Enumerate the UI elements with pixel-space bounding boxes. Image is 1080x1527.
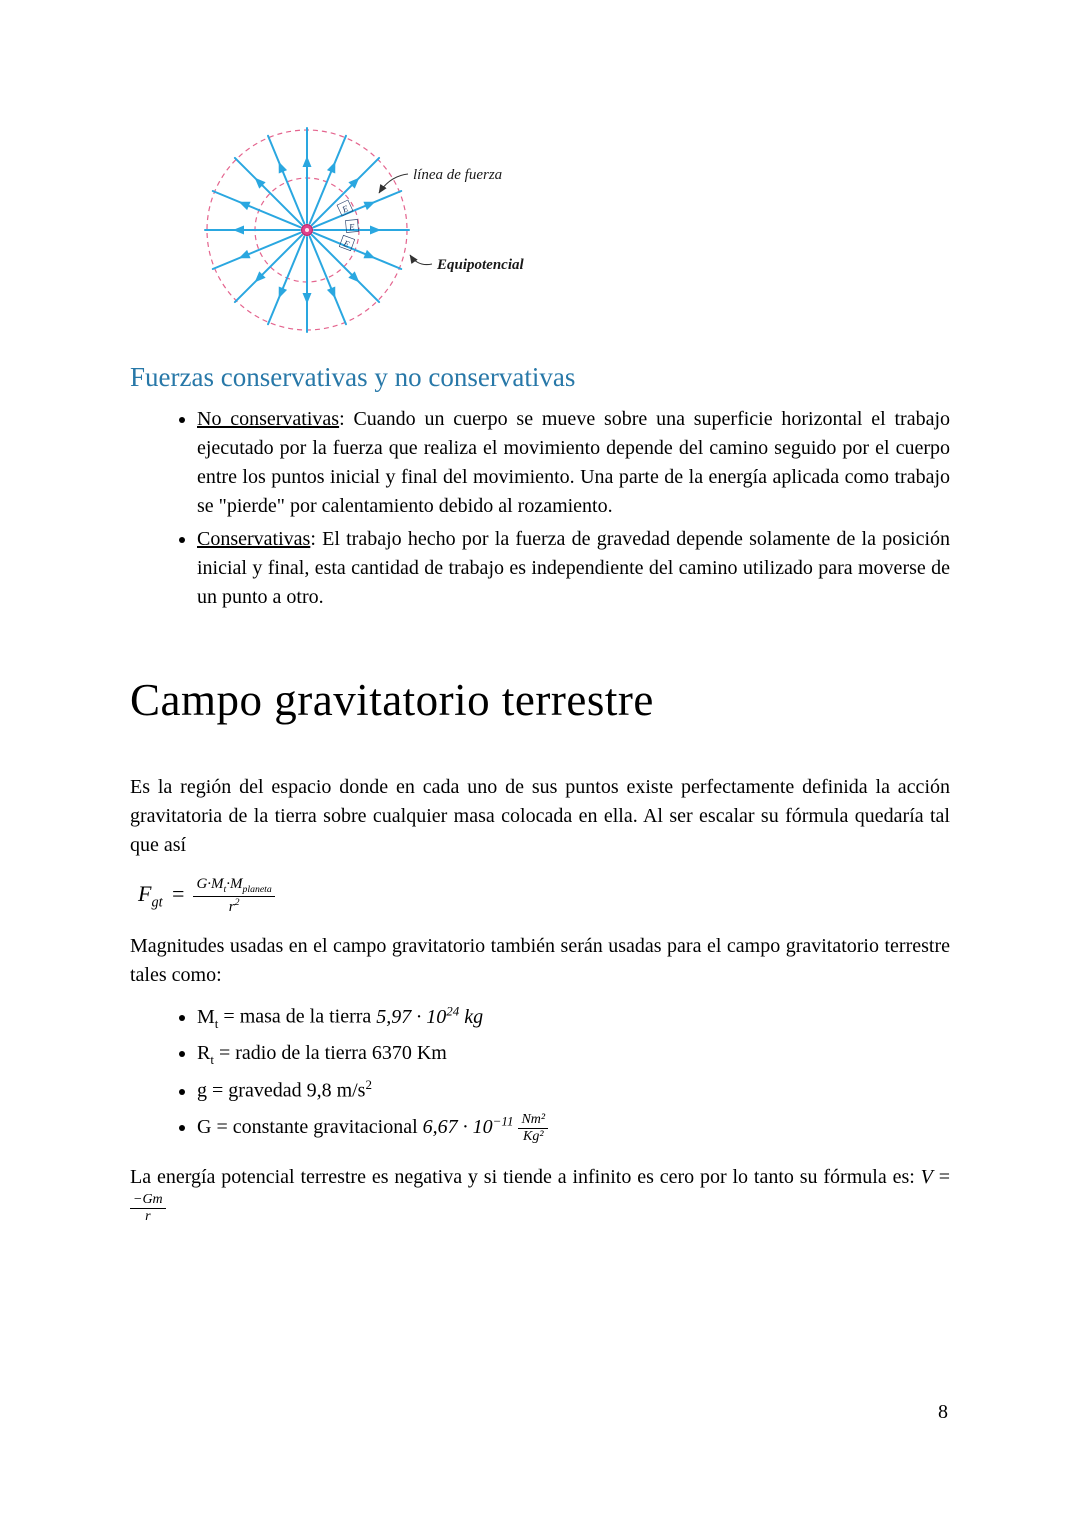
- linea-de-fuerza-arrow: [379, 174, 408, 193]
- fraction-numerator: Nm²: [518, 1112, 548, 1129]
- formula-subscript: t: [223, 884, 227, 896]
- heading-fuerzas-conservativas: Fuerzas conservativas y no conservativas: [130, 362, 576, 392]
- list-item-conservativas: [197, 525, 950, 612]
- point-charge-dot-core: [305, 228, 309, 232]
- constant-units-fraction: [518, 1112, 548, 1145]
- list-item-text: : Cuando un cuerpo se mueve sobre una superficie horizontal el trabajo ejecutado por la fuerza que realiza el movimiento depende del camino seguido por el cuerpo entre los puntos inicial y final del movimiento. Una parte de la energía aplicada como trabajo se "pierde" por calentamiento debido al rozamiento.: [197, 408, 951, 518]
- formula-symbol: R: [197, 1042, 211, 1065]
- formula-subscript: t: [214, 1015, 219, 1031]
- formula-superscript: 2: [365, 1077, 372, 1093]
- magnitude-item-constant: [197, 1112, 950, 1145]
- paragraph-magnitudes-intro: Magnitudes usadas en el campo gravitatorio también serán usadas para el campo gravitatorio terrestre tales como:: [130, 934, 950, 986]
- magnitude-value: [376, 1002, 484, 1028]
- magnitude-text: g = gravedad 9,8 m/s: [197, 1079, 366, 1102]
- formula-symbol: r: [228, 898, 235, 915]
- fraction-numerator: −Gm: [130, 1192, 166, 1209]
- linea-de-fuerza-label: línea de fuerza: [413, 167, 503, 183]
- formula-symbol: M: [197, 1005, 215, 1028]
- formula-unit: kg: [459, 1005, 484, 1028]
- fraction-denominator: [193, 897, 274, 916]
- formula-fgt-fraction: [193, 876, 274, 915]
- magnitude-symbol: [197, 1042, 214, 1068]
- formula-superscript: 2: [234, 896, 240, 908]
- fraction-denominator: Kg²: [523, 1128, 544, 1144]
- equipotencial-arrow: [410, 255, 432, 265]
- formula-subscript: planeta: [242, 884, 272, 896]
- heading-campo-gravitatorio: Campo gravitatorio terrestre: [130, 675, 654, 726]
- formula-v-fraction: [130, 1192, 166, 1225]
- field-lines-svg: [192, 116, 662, 348]
- magnitude-item-radius: [197, 1039, 950, 1070]
- potential-text: La energía potencial terrestre es negativa y si tiende a infinito es cero por lo tanto su fórmula es:: [130, 1166, 921, 1189]
- list-item-text: : El trabajo hecho por la fuerza de gravedad depende solamente de la posición inicial y final, esta cantidad de trabajo es independiente del camino utilizado para moverse de un punto a otro.: [197, 528, 950, 609]
- conservative-forces-list: [130, 405, 950, 612]
- magnitude-text: G = constante gravitacional: [197, 1116, 423, 1139]
- formula-symbol: G·M: [196, 876, 224, 893]
- equipotencial-label: Equipotencial: [437, 257, 524, 273]
- formula-superscript: 24: [446, 1002, 460, 1018]
- field-diagram: [192, 116, 662, 348]
- formula-fgt: [138, 876, 950, 915]
- fraction-numerator: [193, 876, 274, 896]
- page-number: 8: [938, 1401, 948, 1423]
- list-item-lead: Conservativas: [197, 528, 311, 551]
- formula-superscript: −11: [492, 1113, 514, 1129]
- paragraph-potencial: [130, 1163, 950, 1225]
- fraction-denominator: r: [145, 1209, 151, 1225]
- magnitude-item-mass: [197, 1002, 950, 1034]
- magnitude-text: = radio de la tierra 6370 Km: [213, 1042, 447, 1065]
- formula-symbol: 6,67 · 10: [422, 1116, 493, 1139]
- formula-fgt-lhs: [138, 881, 163, 911]
- equals-sign: =: [170, 881, 186, 907]
- magnitude-value: [422, 1113, 514, 1139]
- magnitudes-list: [130, 1002, 950, 1145]
- field-vector-e-label: E: [342, 238, 351, 250]
- formula-v-lhs: V: [920, 1166, 933, 1189]
- field-vector-e-label: E: [348, 221, 356, 233]
- magnitude-symbol: [197, 1005, 219, 1031]
- formula-symbol: F: [138, 881, 152, 907]
- magnitude-item-gravity: [197, 1076, 950, 1106]
- formula-subscript: gt: [151, 894, 163, 911]
- paragraph-intro: Es la región del espacio donde en cada uno de sus puntos existe perfectamente definida la acción gravitatoria de la tierra sobre cualquier masa colocada en ella. Al ser escalar su fórmula quedaría tal que así: [130, 776, 950, 857]
- field-vector-e-label: E: [340, 203, 350, 215]
- formula-symbol: ·M: [226, 876, 243, 893]
- formula-symbol: 5,97 · 10: [376, 1005, 447, 1028]
- equals-sign: =: [938, 1166, 950, 1189]
- list-item-no-conservativas: [197, 405, 950, 521]
- magnitude-text: = masa de la tierra: [218, 1005, 377, 1028]
- formula-subscript: t: [210, 1052, 214, 1068]
- list-item-lead: No conservativas: [197, 408, 340, 431]
